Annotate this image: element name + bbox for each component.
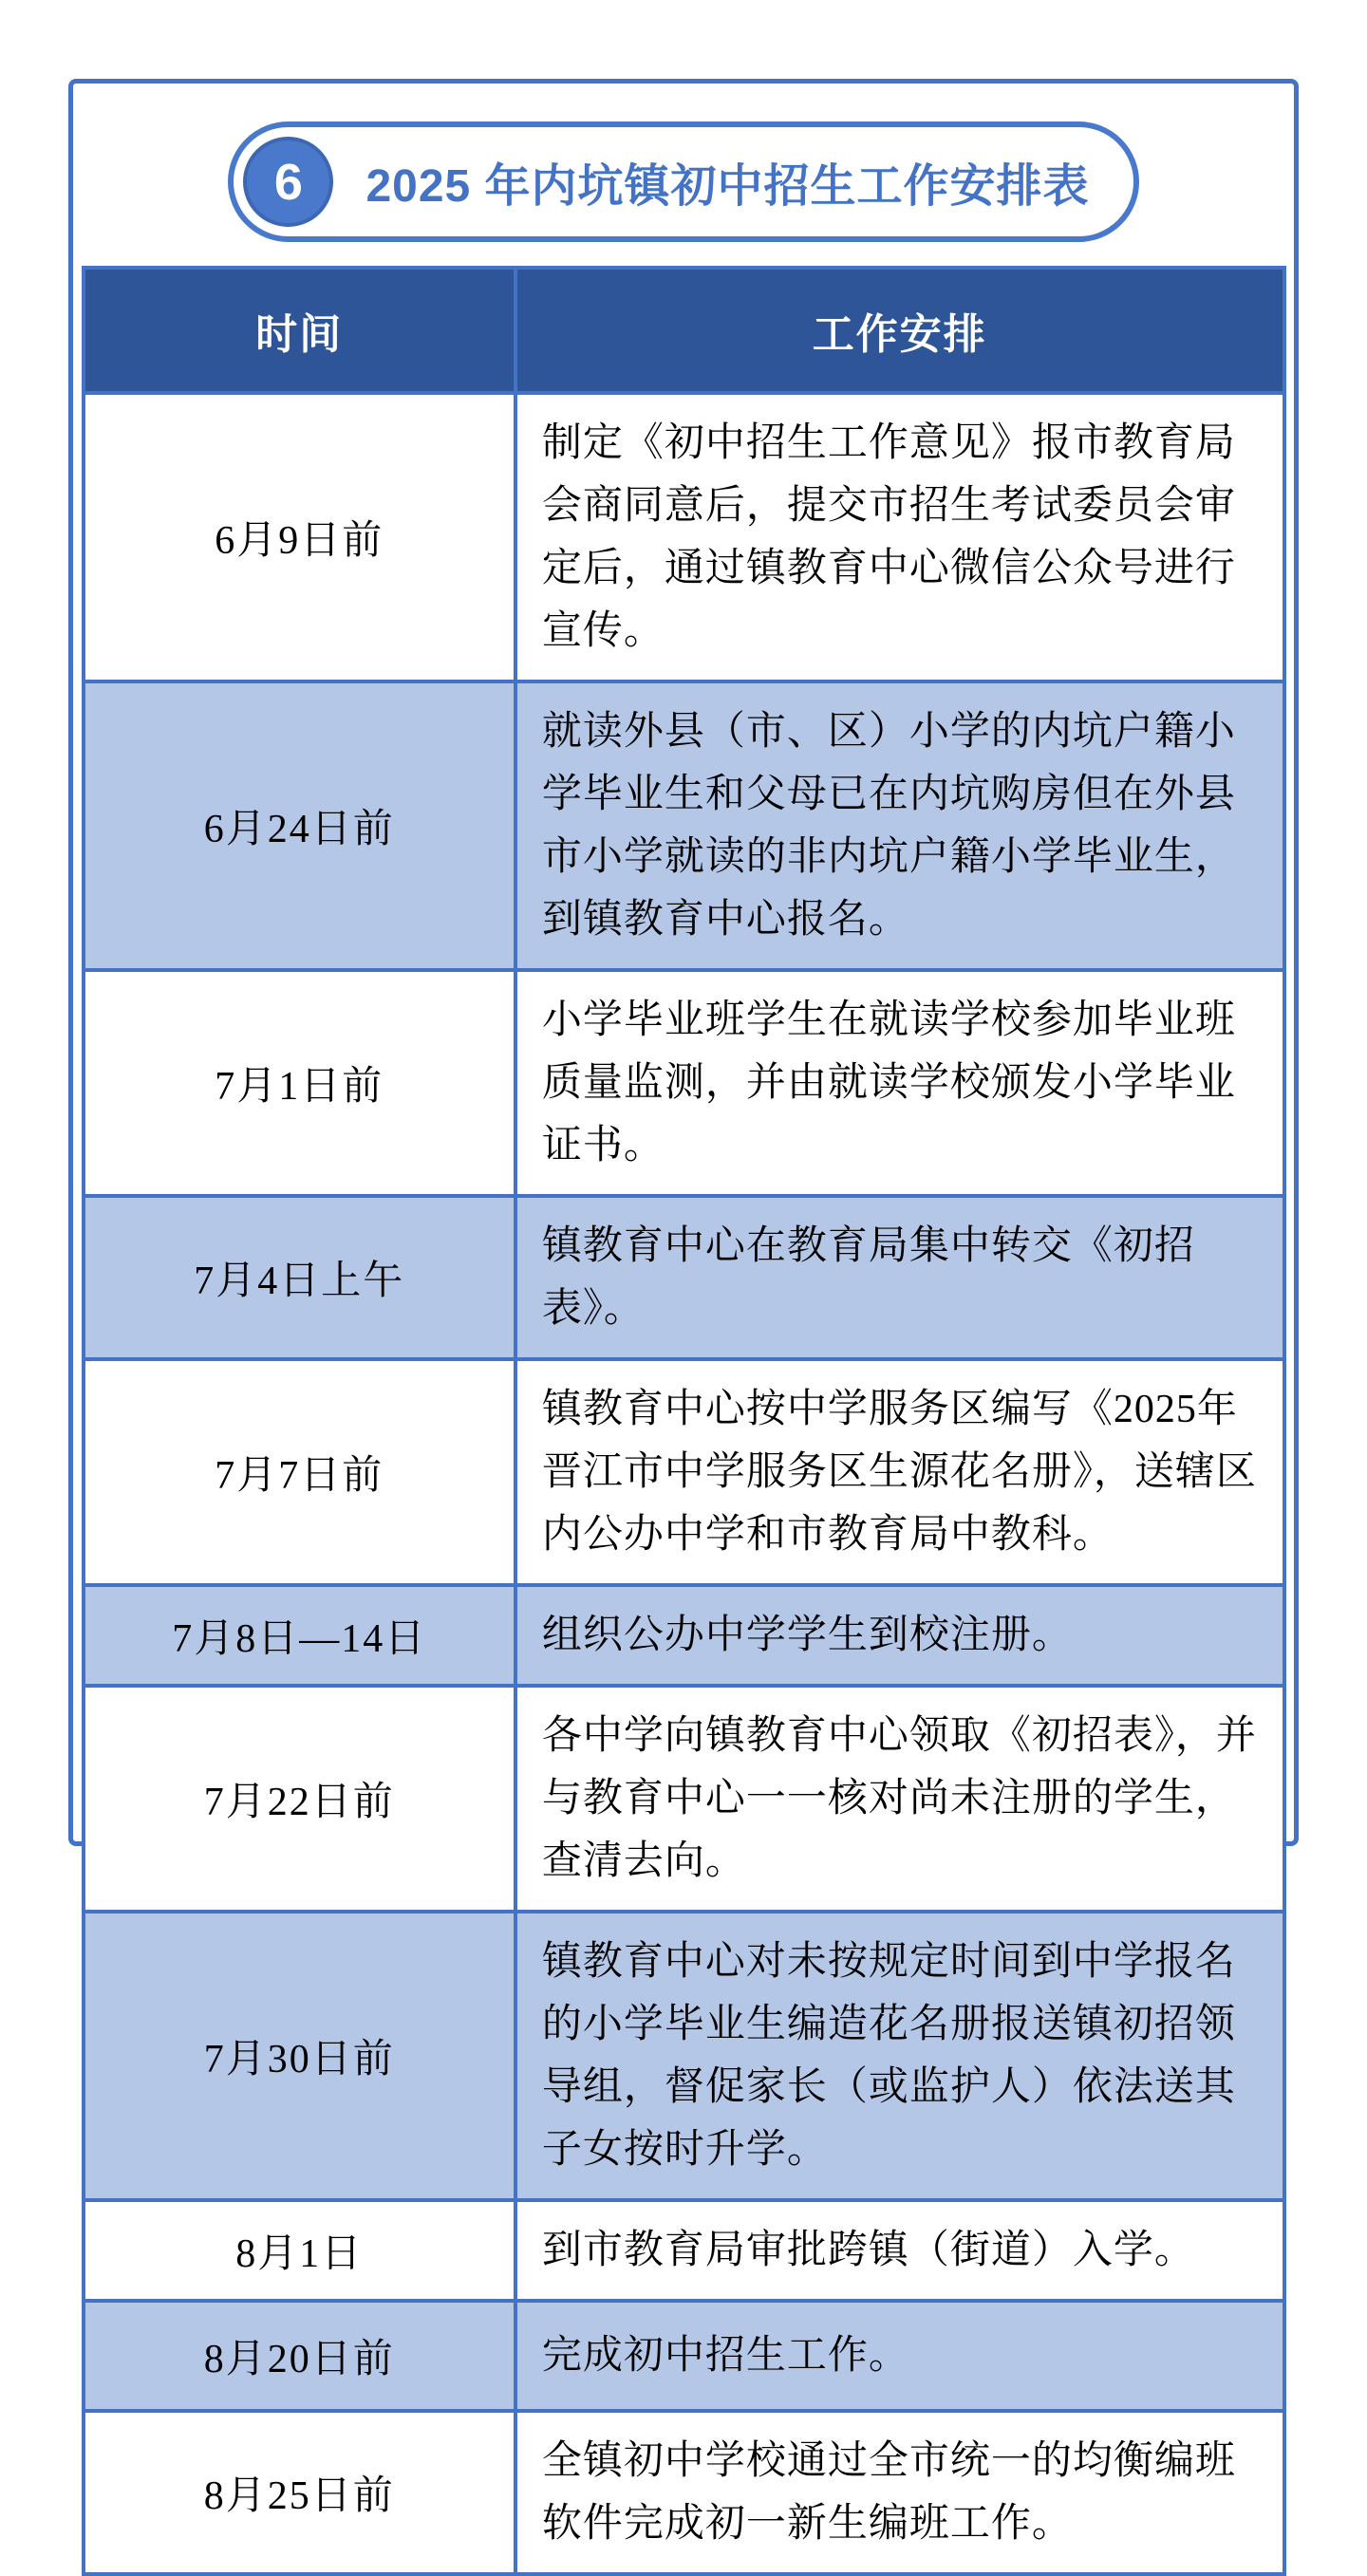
table-body (84, 393, 1284, 2574)
table-row (84, 393, 1284, 681)
time-cell: 8月25日前 (84, 2411, 515, 2574)
time-cell: 7月22日前 (84, 1686, 515, 1912)
table-row (84, 681, 1284, 970)
task-cell: 镇教育中心按中学服务区编写《2025年晋江市中学服务区生源花名册》，送辖区内公办中学和市教育局中教科。 (515, 1359, 1284, 1585)
schedule-card (68, 79, 1299, 2546)
task-cell: 完成初中招生工作。 (515, 2301, 1284, 2411)
page-title: 2025 年内坑镇初中招生工作安排表 (365, 161, 1090, 212)
header-task: 工作安排 (515, 268, 1284, 393)
time-cell: 6月24日前 (84, 681, 515, 970)
task-cell: 组织公办中学学生到校注册。 (515, 1585, 1284, 1686)
table-row (84, 1912, 1284, 2200)
time-cell: 7月8日—14日 (84, 1585, 515, 1686)
badge-number-circle (243, 137, 333, 227)
task-cell: 全镇初中学校通过全市统一的均衡编班软件完成初一新生编班工作。 (515, 2411, 1284, 2574)
table-row (84, 970, 1284, 1196)
time-cell: 6月9日前 (84, 393, 515, 681)
table-row (84, 1359, 1284, 1585)
table-row (84, 1196, 1284, 1359)
task-cell: 镇教育中心在教育局集中转交《初招表》。 (515, 1196, 1284, 1359)
time-cell: 7月4日上午 (84, 1196, 515, 1359)
badge-number: 6 (273, 153, 303, 211)
task-cell: 镇教育中心对未按规定时间到中学报名的小学毕业生编造花名册报送镇初招领导组，督促家长（或监护人）依法送其子女按时升学。 (515, 1912, 1284, 2200)
task-cell: 各中学向镇教育中心领取《初招表》，并与教育中心一一核对尚未注册的学生，查清去向。 (515, 1686, 1284, 1912)
task-cell: 就读外县（市、区）小学的内坑户籍小学毕业生和父母已在内坑购房但在外县市小学就读的非内坑户籍小学毕业生，到镇教育中心报名。 (515, 681, 1284, 970)
table-header (84, 268, 1284, 393)
time-cell: 8月20日前 (84, 2301, 515, 2411)
table-row (84, 1686, 1284, 1912)
task-cell: 制定《初中招生工作意见》报市教育局会商同意后，提交市招生考试委员会审定后，通过镇教育中心微信公众号进行宣传。 (515, 393, 1284, 681)
schedule-table (82, 266, 1286, 2576)
task-cell: 到市教育局审批跨镇（街道）入学。 (515, 2200, 1284, 2301)
header-time: 时间 (84, 268, 515, 393)
time-cell: 7月1日前 (84, 970, 515, 1196)
header-row (84, 268, 1284, 393)
task-cell: 小学毕业班学生在就读学校参加毕业班质量监测，并由就读学校颁发小学毕业证书。 (515, 970, 1284, 1196)
time-cell: 7月30日前 (84, 1912, 515, 2200)
table-row (84, 2411, 1284, 2574)
time-cell: 8月1日 (84, 2200, 515, 2301)
table-row (84, 1585, 1284, 1686)
table-row (84, 2200, 1284, 2301)
title-badge (228, 121, 1138, 242)
table-row (84, 2301, 1284, 2411)
time-cell: 7月7日前 (84, 1359, 515, 1585)
